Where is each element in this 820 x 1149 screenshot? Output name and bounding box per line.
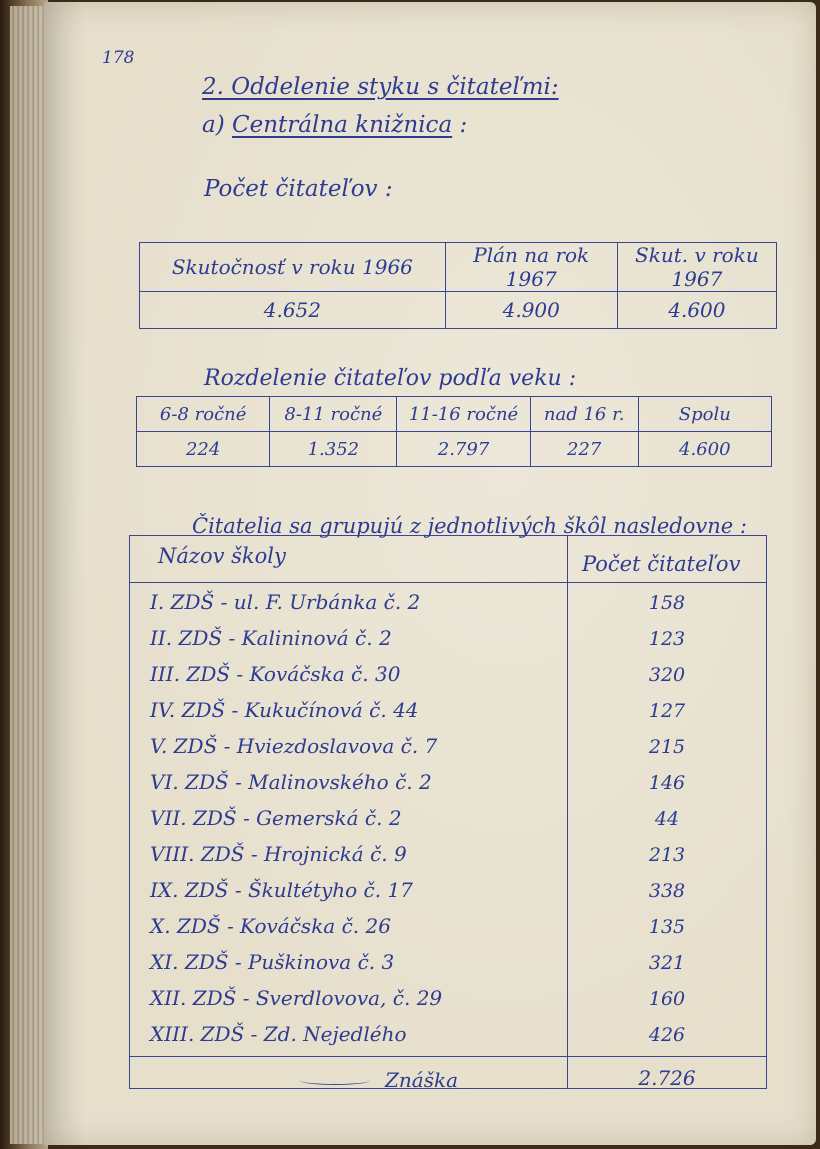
school-row — [130, 982, 766, 1018]
readers-value-cell: 4.600 — [617, 292, 776, 329]
schools-header-name: Názov školy — [158, 544, 286, 568]
subsection-heading — [202, 112, 467, 138]
age-value-cell: 4.600 — [638, 432, 771, 467]
age-value-cell: 227 — [530, 432, 638, 467]
school-row — [130, 730, 766, 766]
school-row — [130, 1018, 766, 1054]
readers-count-header-row — [140, 243, 777, 292]
school-count: 160 — [648, 988, 686, 1010]
age-header-cell: 6-8 ročné — [137, 397, 270, 432]
school-name: VII. ZDŠ - Gemerská č. 2 — [150, 806, 402, 830]
total-value: 2.726 — [638, 1066, 696, 1090]
subsection-prefix: a) — [202, 112, 225, 138]
subsection-colon: : — [459, 112, 468, 138]
subsection-title: Centrálna knižnica — [232, 112, 453, 138]
school-row — [130, 694, 766, 730]
age-value-cell: 224 — [137, 432, 270, 467]
age-header-cell: 8-11 ročné — [270, 397, 397, 432]
school-name: II. ZDŠ - Kalininová č. 2 — [150, 626, 392, 650]
school-count: 135 — [648, 916, 686, 938]
school-count: 338 — [648, 880, 686, 902]
school-name: X. ZDŠ - Kováčska č. 26 — [150, 914, 391, 938]
school-row — [130, 910, 766, 946]
school-row — [130, 946, 766, 982]
schools-table — [129, 535, 767, 1092]
school-name: III. ZDŠ - Kováčska č. 30 — [150, 662, 401, 686]
school-row — [130, 874, 766, 910]
section-heading: 2. Oddelenie styku s čitateľmi: — [202, 74, 559, 100]
school-row — [130, 838, 766, 874]
age-header-cell: nad 16 r. — [530, 397, 638, 432]
school-name: IX. ZDŠ - Škultétyho č. 17 — [150, 878, 413, 902]
school-count: 158 — [648, 592, 686, 614]
page-number: 178 — [102, 48, 135, 68]
total-label: Znáška — [385, 1068, 459, 1092]
school-count: 127 — [648, 700, 686, 722]
school-row — [130, 802, 766, 838]
age-value-row — [137, 432, 772, 467]
school-name: VIII. ZDŠ - Hrojnická č. 9 — [150, 842, 407, 866]
school-count: 426 — [648, 1024, 686, 1046]
school-name: XII. ZDŠ - Sverdlovova, č. 29 — [150, 986, 443, 1010]
school-count: 215 — [648, 736, 686, 758]
school-name: XIII. ZDŠ - Zd. Nejedlého — [150, 1022, 407, 1046]
readers-count-value-row — [140, 292, 777, 329]
age-value-cell: 2.797 — [397, 432, 530, 467]
school-name: I. ZDŠ - ul. F. Urbánka č. 2 — [150, 590, 421, 614]
readers-header-cell: Skut. v roku 1967 — [617, 243, 776, 292]
school-count: 44 — [654, 808, 680, 830]
school-row — [130, 586, 766, 622]
school-name: V. ZDŠ - Hviezdoslavova č. 7 — [150, 734, 438, 758]
age-header-cell: Spolu — [638, 397, 771, 432]
school-count: 320 — [648, 664, 686, 686]
readers-count-title: Počet čitateľov : — [204, 176, 393, 202]
age-header-row — [137, 397, 772, 432]
readers-header-cell: Plán na rok 1967 — [445, 243, 617, 292]
schools-title: Čitatelia sa grupujú z jednotlivých škôl nasledovne : — [192, 514, 747, 538]
handwritten-squiggle — [300, 1076, 370, 1085]
notebook-page — [44, 2, 816, 1145]
readers-count-table — [139, 242, 777, 329]
school-count: 123 — [648, 628, 686, 650]
schools-header-count: Počet čitateľov — [582, 552, 741, 576]
school-name: VI. ZDŠ - Malinovského č. 2 — [150, 770, 432, 794]
school-row — [130, 766, 766, 802]
header-rule — [130, 582, 766, 583]
readers-header-cell: Skutočnosť v roku 1966 — [140, 243, 446, 292]
school-name: XI. ZDŠ - Puškinova č. 3 — [150, 950, 395, 974]
school-count: 321 — [648, 952, 686, 974]
school-count: 146 — [648, 772, 686, 794]
school-row — [130, 658, 766, 694]
school-row — [130, 622, 766, 658]
age-distribution-title: Rozdelenie čitateľov podľa veku : — [204, 366, 577, 391]
age-value-cell: 1.352 — [270, 432, 397, 467]
age-header-cell: 11-16 ročné — [397, 397, 530, 432]
age-distribution-table — [136, 396, 772, 467]
readers-value-cell: 4.900 — [445, 292, 617, 329]
school-name: IV. ZDŠ - Kukučínová č. 44 — [150, 698, 419, 722]
school-count: 213 — [648, 844, 686, 866]
total-rule — [130, 1056, 766, 1057]
readers-value-cell: 4.652 — [140, 292, 446, 329]
